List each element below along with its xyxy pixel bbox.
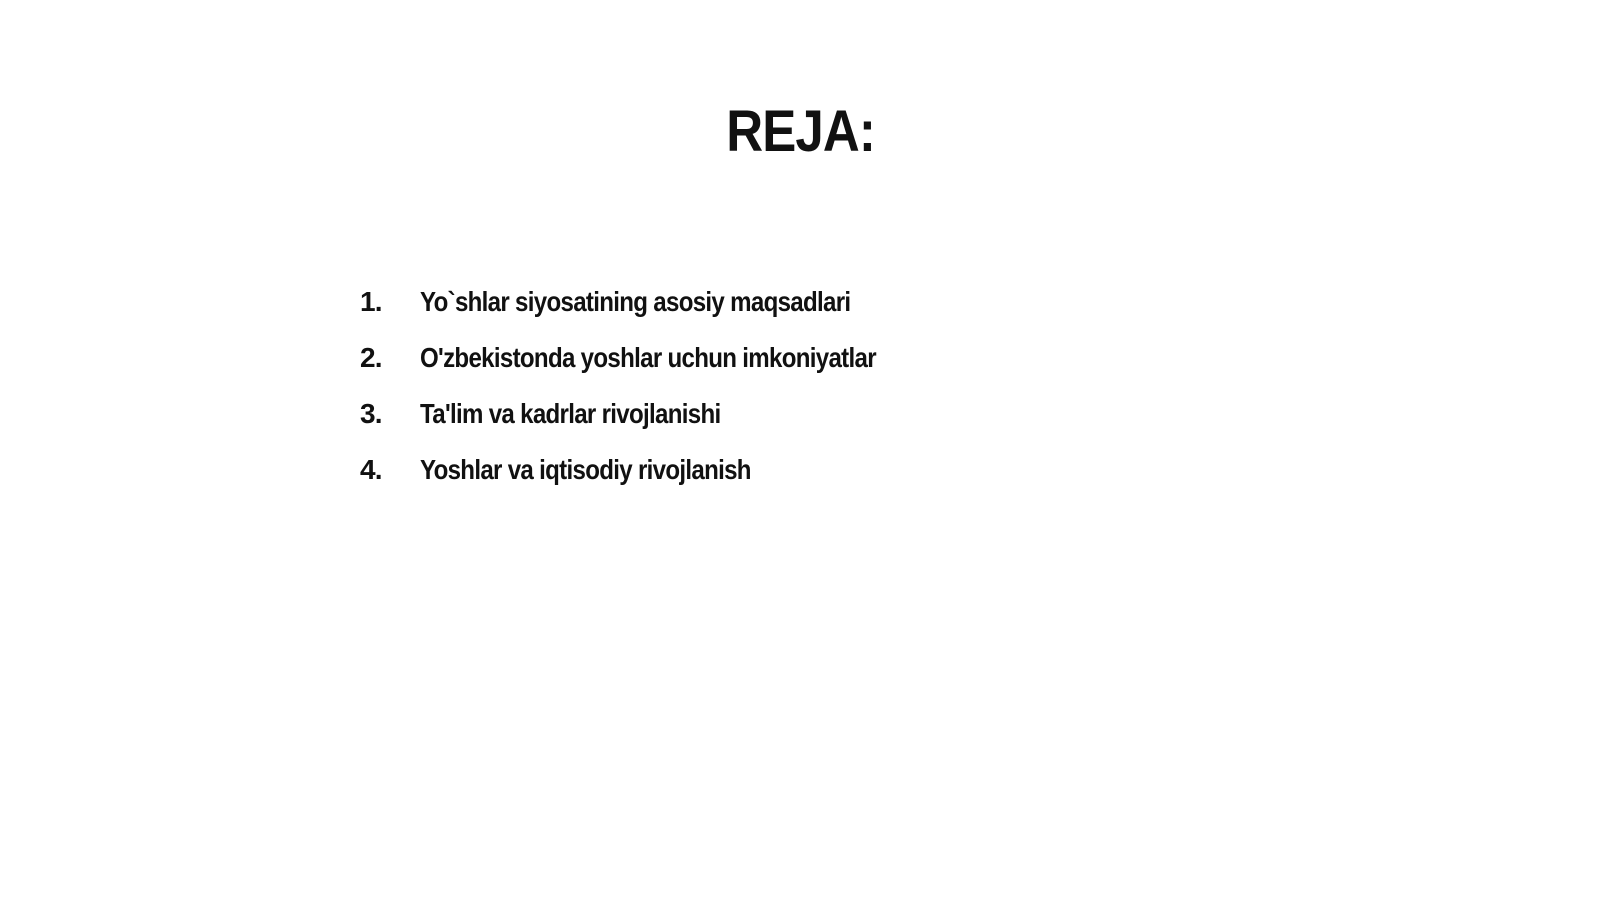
plan-item-number: 1.: [360, 286, 382, 317]
plan-item-1: [360, 286, 950, 342]
plan-item-number: 2.: [360, 342, 382, 373]
plan-item-3: [360, 398, 950, 454]
plan-item-text: Ta'lim va kadrlar rivojlanishi: [420, 398, 721, 429]
plan-item-number: 4.: [360, 454, 382, 485]
plan-item-text: Yoshlar va iqtisodiy rivojlanish: [420, 454, 751, 485]
plan-item-text: Yo`shlar siyosatining asosiy maqsadlari: [420, 286, 851, 317]
slide-title: REJA:: [726, 99, 875, 164]
plan-item-4: [360, 454, 950, 510]
plan-item-number: 3.: [360, 398, 382, 429]
plan-list: [360, 286, 950, 510]
plan-item-2: [360, 342, 950, 398]
plan-item-text: O'zbekistonda yoshlar uchun imkoniyatlar: [420, 342, 876, 373]
